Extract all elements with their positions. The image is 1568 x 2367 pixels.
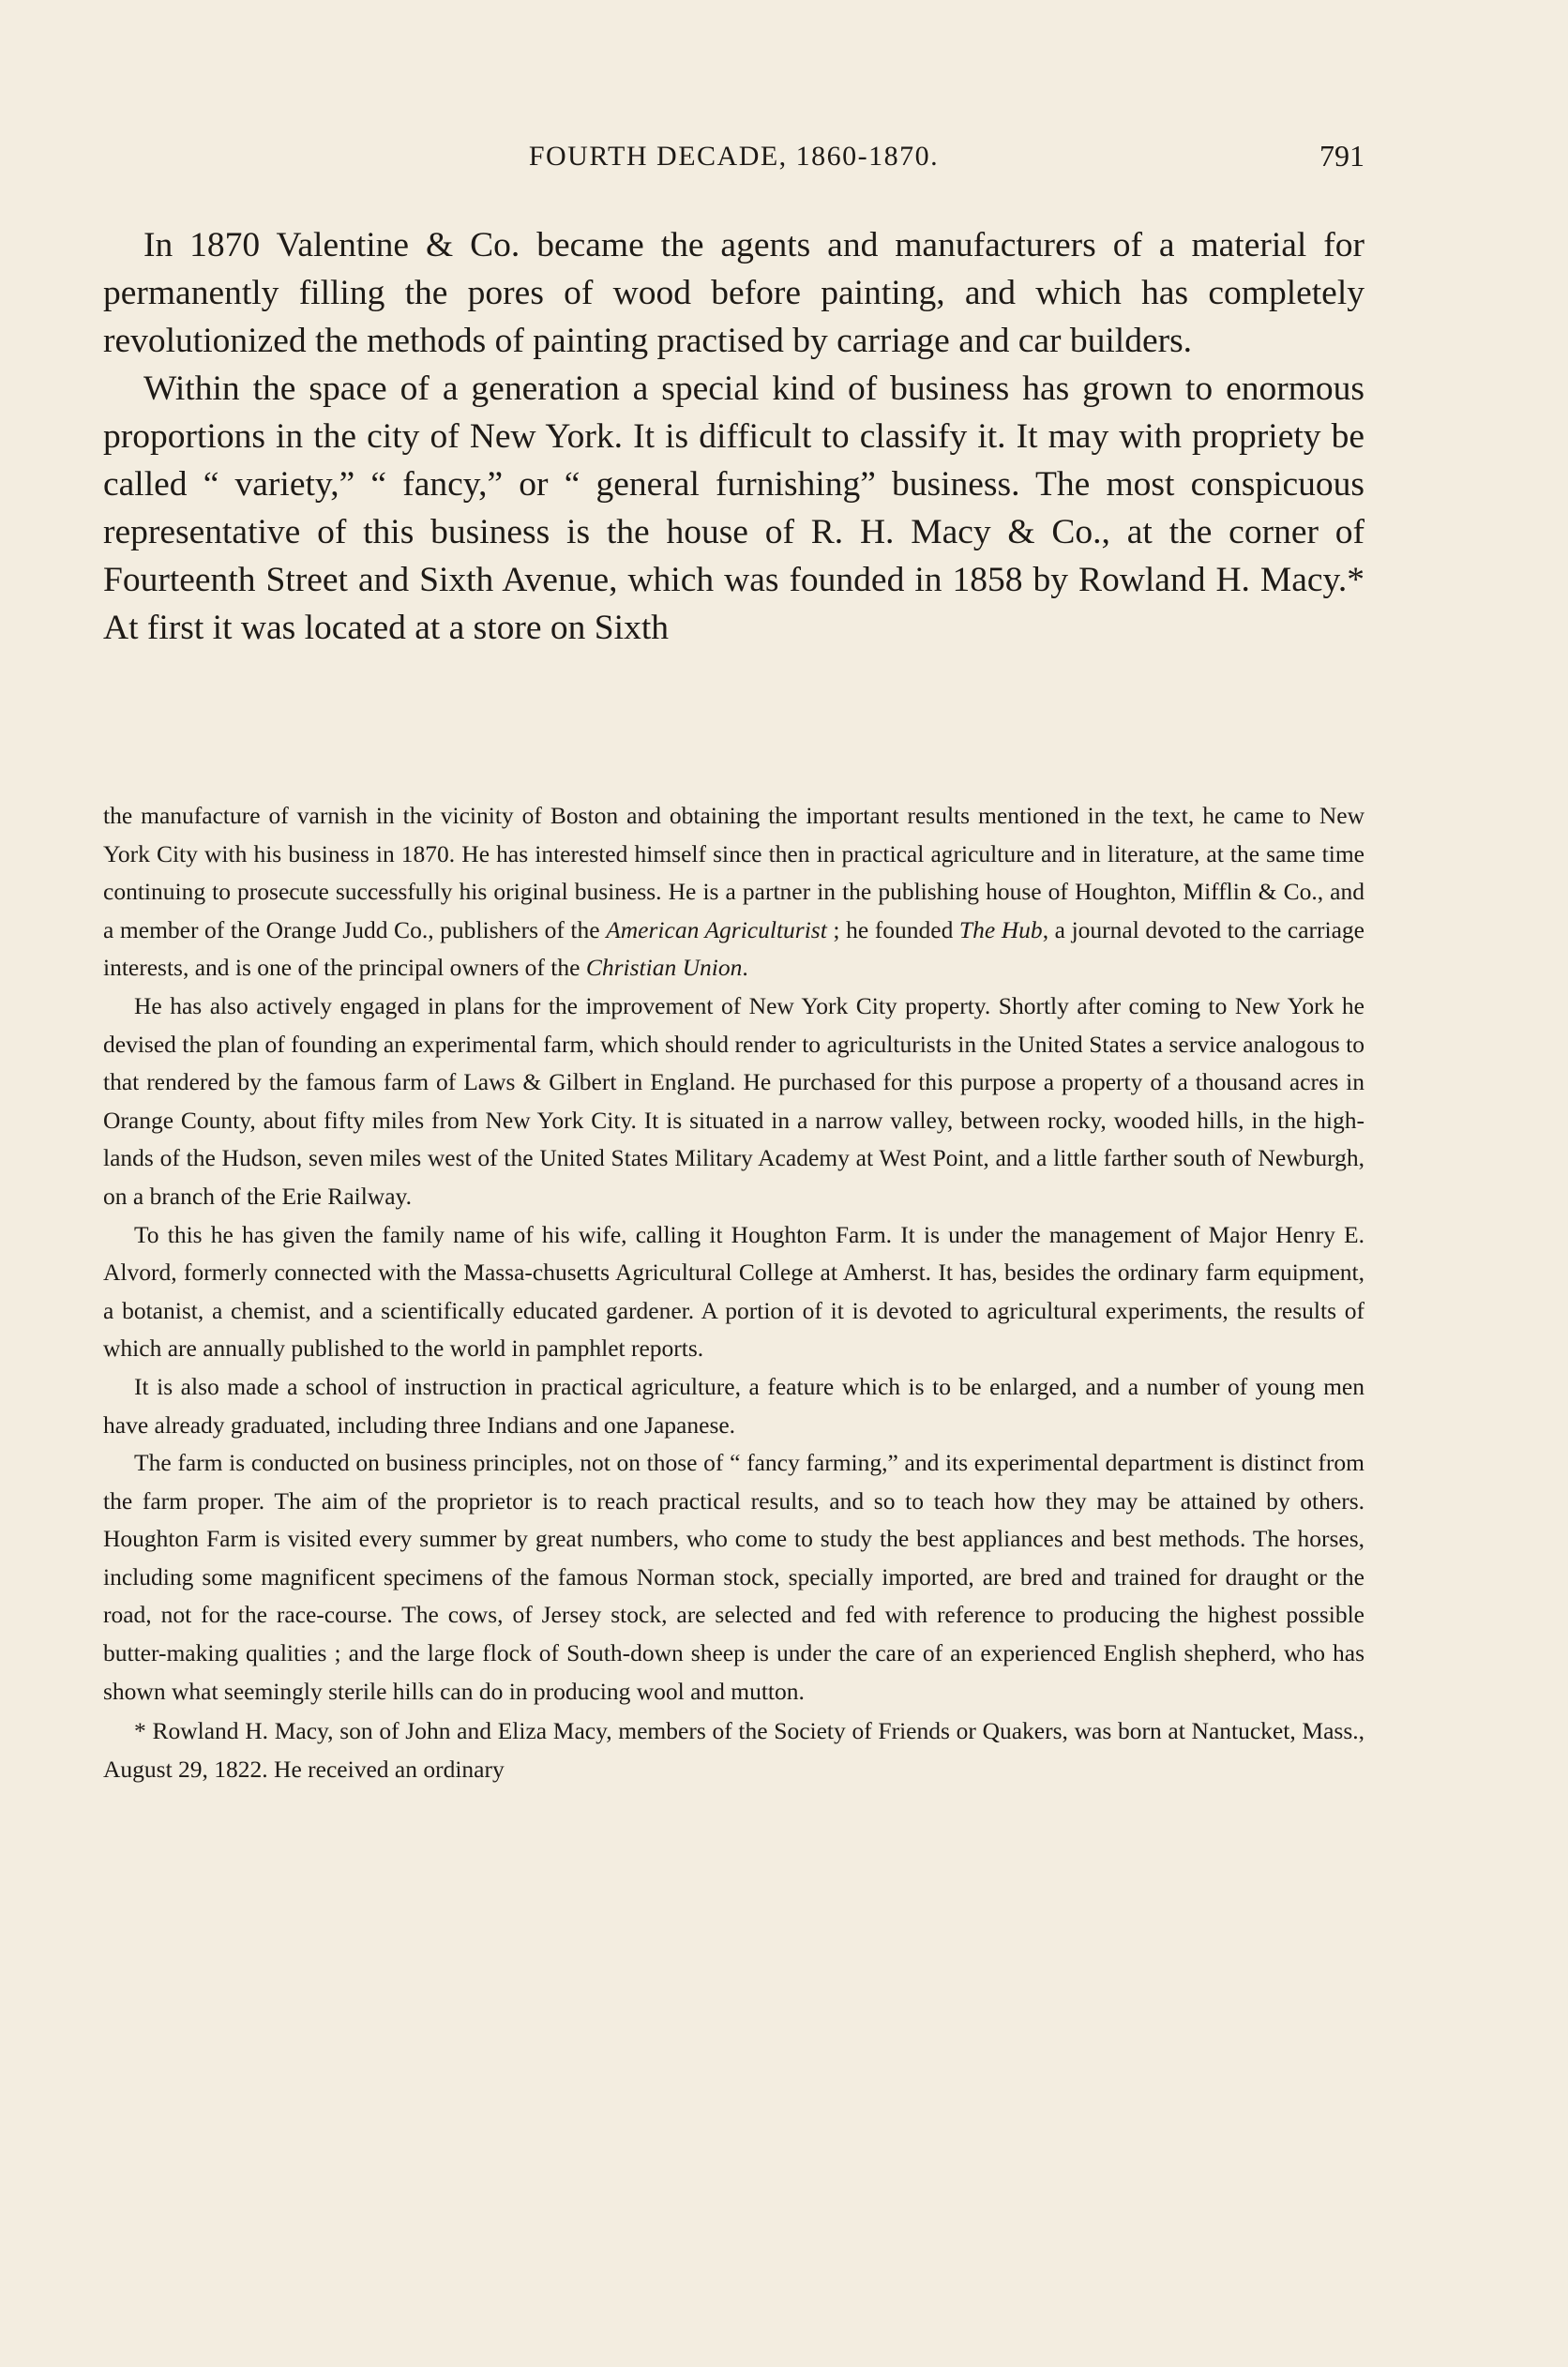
footnote-text: , a journal devoted to the carriage interests, and is one of the principal owners of the [103,915,1364,982]
running-title: FOURTH DECADE, 1860-1870. [528,141,940,172]
footnote-text: . [742,954,748,982]
footnote-paragraph-property: He has also actively engaged in plans for the improvement of New York City property. Shortly after coming to New York he devised the plan of founding an experimental farm, which should render to agriculturists in the United States a service analogous to that rendered by the famous farm of Laws & Gilbert in England. He purchased for this purpose a property of a thousand acres in Orange County, about fifty miles from New York City. It is situated in a narrow valley, between rocky, wooded hills, in the high-lands of the Hudson, seven miles west of the United States Military Academy at West Point, and a little farther south of Newburgh, on a branch of the Erie Railway. [103,991,1364,1210]
footnote-continuation [103,797,1364,988]
paragraph-macy: Within the space of a generation a special kind of business has grown to enormous proportions in the city of New York. It is difficult to classify it. It may with propriety be called “ variety,” “ fancy,” or “ general furnishing” business. The most conspicuous representative of this business is the house of R. H. Macy & Co., at the corner of Fourteenth Street and Sixth Avenue, which was founded in 1858 by Rowland H. Macy.* At first it was located at a store on Sixth [103,369,1364,647]
footnote-paragraph-school: It is also made a school of instruction in practical agriculture, a feature which is to be enlarged, and a number of young men have already graduated, including three Indians and one Japanese. [103,1372,1364,1439]
main-text [103,221,1364,652]
footnote-paragraph-farm-conduct: The farm is conducted on business principles, not on those of “ fancy farming,” and its experimental department is distinct from the farm proper. The aim of the proprietor is to reach practical results, and so to teach how they may be attained by others. Houghton Farm is visited every summer by great numbers, who come to study the best appliances and best methods. The horses, including some magnificent specimens of the famous Norman stock, specially imported, are bred and trained for draught or the road, not for the race-course. The cows, of Jersey stock, are selected and fed with reference to producing the highest possible butter-making qualities ; and the large flock of South-down sheep is under the care of an experienced English shepherd, who has shown what seemingly sterile hills can do in producing wool and mutton. [103,1449,1364,1705]
footnote-text: ; he founded [826,915,959,943]
page-number: 791 [1319,139,1364,173]
periodical-title: Christian Union [585,954,743,982]
footnote-block [103,797,1364,1788]
footnote-paragraph-houghton-farm: To this he has given the family name of his wife, calling it Houghton Farm. It is under the management of Major Henry E. Alvord, formerly connected with the Massa-chusetts Agricultural College at Amherst. It has, besides the ordinary farm equipment, a botanist, a chemist, and a scientifically educated gardener. A portion of it is devoted to agricultural experiments, the results of which are annually published to the world in pamphlet reports. [103,1220,1364,1363]
periodical-title: American Agriculturist [606,915,827,943]
paragraph-valentine: In 1870 Valentine & Co. became the agents and manufacturers of a material for permanently filling the pores of wood before painting, and which has completely revolutionized the methods of painting practised by carriage and car builders. [103,226,1364,360]
periodical-title: The Hub [958,915,1043,943]
footnote-macy: * Rowland H. Macy, son of John and Eliza Macy, members of the Society of Friends or Quakers, was born at Nantucket, Mass., August 29, 1822. He received an ordinary [103,1717,1364,1783]
running-head [103,137,1364,184]
footnote-text: the manufacture of varnish in the vicinity of Boston and obtaining the important results mentioned in the text, he came to New York City with his business in 1870. He has interested himself since then in practical agriculture and in literature, at the same time continuing to prosecute successfully his original business. He is a partner in the publishing house of Houghton, Mifflin & Co., and a member of the Orange Judd Co., publishers of the [103,802,1364,943]
